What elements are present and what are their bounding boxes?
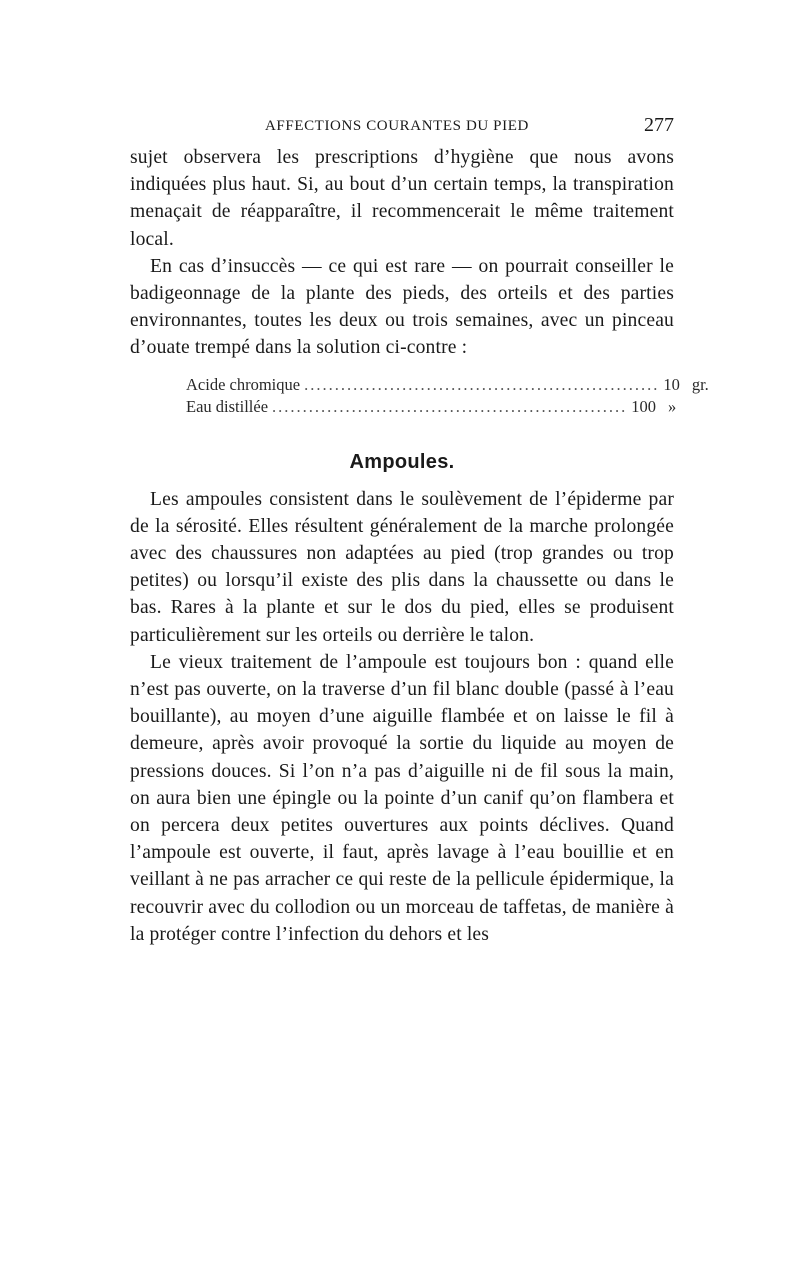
leader-dots: ..........................................................	[272, 396, 628, 416]
formula-row	[186, 396, 677, 418]
formula-table	[186, 374, 709, 418]
paragraph-ampoules-traitement: Le vieux traitement de l’ampoule est toujours bon : quand elle n’est pas ouverte, on la traverse d’un fil blanc double (passé à l’eau bouillante), au moyen d’une aiguille flambée et on laisse le fil à demeure, après avoir provoqué la sortie du liquide au moyen de pressions douces. Si l’on n’a pas d’aiguille ni de fil sous la main, on aura bien une épingle ou la pointe d’un canif qu’on flambera et on percera deux petites ouvertures aux points déclives. Quand l’ampoule est ouverte, il faut, après lavage à l’eau bouillie et en veillant à ne pas arracher ce qui reste de la pellicule épidermique, la recouvrir avec du collodion ou un morceau de taffetas, de manière à la protéger contre l’infection du dehors et les	[130, 651, 674, 945]
formula-unit: »	[668, 396, 677, 416]
paragraph-continuation: sujet observera les prescriptions d’hygiène que nous avons indiquées plus haut. Si, au bout d’un certain temps, la transpiration menaçait de réapparaître, il recommencerait le même traitement local.	[130, 147, 674, 250]
page-number: 277	[644, 114, 674, 136]
running-head	[130, 112, 674, 142]
section-title: Ampoules.	[349, 450, 455, 473]
formula-row	[186, 374, 709, 396]
formula-unit: gr.	[691, 374, 709, 394]
formula-quantity: 100	[631, 396, 657, 416]
formula-ingredient: Acide chromique	[186, 374, 301, 394]
running-title: AFFECTIONS COURANTES DU PIED	[265, 118, 529, 134]
book-page	[130, 112, 709, 948]
paragraph-insucces: En cas d’insuccès — ce qui est rare — on pourrait conseiller le badigeonnage de la plante des pieds, des orteils et des parties environnantes, toutes les deux ou trois semaines, avec un pinceau d’ouate trempé dans la solution ci-contre :	[130, 255, 674, 359]
paragraph-ampoules-definition: Les ampoules consistent dans le soulèvement de l’épiderme par de la sérosité. Elles résultent généralement de la marche prolongée avec des chaussures non adaptées au pied (trop grandes ou trop petites) ou lorsqu’il existe des plis dans la chaussette ou dans le bas. Rares à la plante et sur le dos du pied, elles se produisent particulièrement sur les orteils ou derrière le talon.	[130, 488, 674, 646]
leader-dots: ..........................................................	[304, 374, 660, 394]
formula-quantity: 10	[663, 374, 680, 394]
formula-ingredient: Eau distillée	[186, 396, 269, 416]
